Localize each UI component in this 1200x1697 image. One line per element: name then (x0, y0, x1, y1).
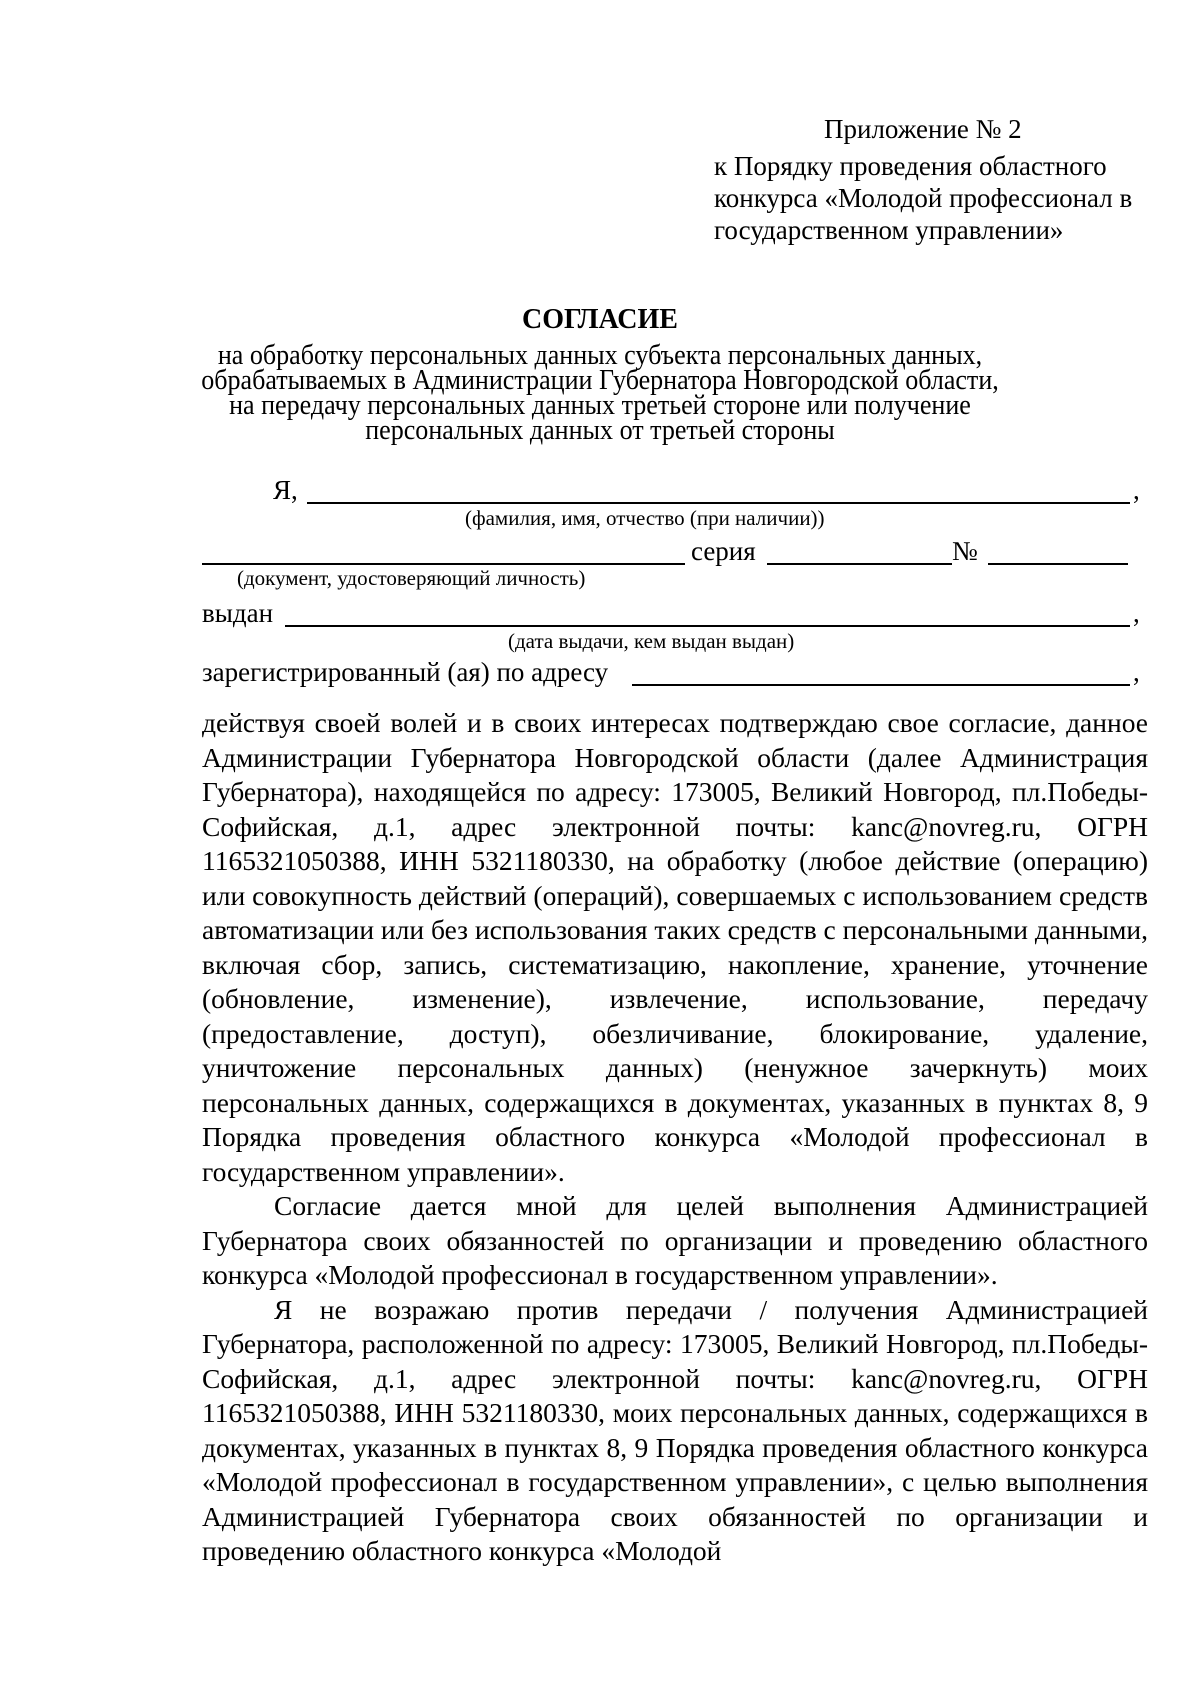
subtitle-line: на обработку персональных данных субъекта персональных данных, (217, 340, 983, 371)
vydan-hint: (дата выдачи, кем выдан выдан) (508, 629, 795, 653)
appendix-line: конкурса «Молодой профессионал в (714, 183, 1133, 213)
appendix-line: государственном управлении» (714, 215, 1064, 245)
paragraph: Я не возражаю против передачи / получения Администрацией Губернатора, расположенной по адресу: 173005, Великий Новгород, пл.Победы-Софийская, д.1, адрес электронной почты: kanc@novreg.ru, ОГРН 1165321050388, ИНН 5321180330, моих персональных данных, содержащихся в документах, указанных в пунктах 8, 9 Порядка проведения областного конкурса «Молодой профессионал в государственном управлении», с целью выполнения Администрацией Губернатора своих обязанностей по организации и проведению областного конкурса «Молодой (202, 1293, 1148, 1566)
ya-label: Я, (273, 475, 298, 505)
document-subtitle (42, 340, 1158, 446)
vydan-field[interactable] (285, 625, 1130, 627)
appendix-header (714, 113, 1132, 246)
fio-comma: , (1133, 475, 1140, 505)
fio-field[interactable] (307, 502, 1130, 504)
appendix-number: Приложение № 2 (824, 114, 1022, 144)
paragraph: Согласие дается мной для целей выполнения Администрацией Губернатора своих обязанностей по организации и проведению областного конкурса «Молодой профессионал в государственном управлении». (202, 1190, 1148, 1290)
registered-label: зарегистрированный (ая) по адресу (202, 657, 609, 687)
subtitle-line: персональных данных от третьей стороны (365, 415, 835, 446)
seria-field[interactable] (767, 563, 952, 565)
address-field[interactable] (632, 684, 1130, 686)
document-field[interactable] (202, 563, 685, 565)
paragraph: действуя своей волей и в своих интересах подтверждаю свое согласие, данное Администрации Губернатора Новгородской области (далее Администрация Губернатора), находящейся по адресу: 173005, Великий Новгород, пл.Победы-Софийская, д.1, адрес электронной почты: kanc@novreg.ru, ОГРН 1165321050388, ИНН 5321180330, на обработку (любое действие (операцию) или совокупность действий (операций), совершаемых с использованием средств автоматизации или без использования таких средств с персональными данными, включая сбор, запись, систематизацию, накопление, хранение, уточнение (обновление, изменение), извлечение, использование, передачу (предоставление, доступ), обезличивание, блокирование, удаление, уничтожение персональных данных) (ненужное зачеркнуть) моих персональных данных, содержащихся в документах, указанных в пунктах 8, 9 Порядка проведения областного конкурса «Молодой профессионал в государственном управлении». (202, 707, 1148, 1187)
document-title: СОГЛАСИЕ (522, 304, 678, 335)
subtitle-line: на передачу персональных данных третьей стороне или получение (229, 390, 971, 421)
appendix-line: к Порядку проведения областного (714, 151, 1107, 181)
subtitle-line: обрабатываемых в Администрации Губернатора Новгородской области, (201, 365, 999, 396)
vydan-comma: , (1133, 598, 1140, 628)
address-comma: , (1133, 657, 1140, 687)
seria-label: серия (691, 536, 756, 566)
document-hint: (документ, удостоверяющий личность) (237, 566, 586, 590)
number-sign: № (952, 536, 978, 566)
consent-body (202, 706, 1148, 1569)
number-field[interactable] (988, 563, 1128, 565)
vydan-label: выдан (202, 598, 274, 628)
fio-hint: (фамилия, имя, отчество (при наличии)) (465, 506, 825, 530)
